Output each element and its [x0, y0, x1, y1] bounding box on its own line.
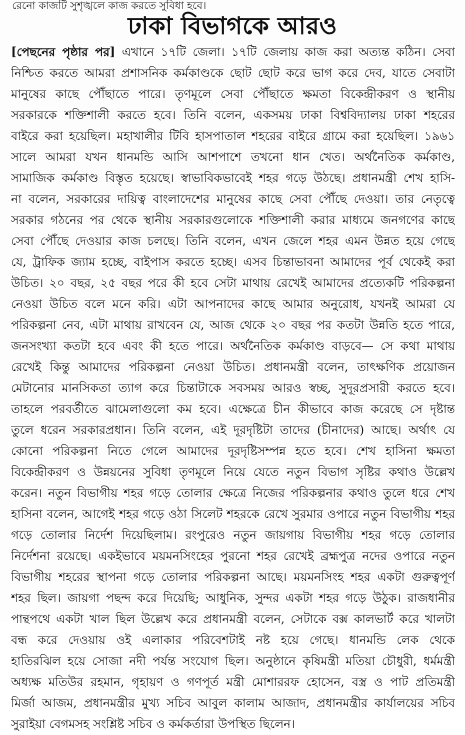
continued-from-back-page-label: [পেছনের পৃষ্ঠার পর]	[11, 45, 116, 59]
article-line-32: মির্জা আজম, প্রধানমন্ত্রীর মুখ্য সচিব আবুল কালাম আজাদ, প্রধানমন্ত্রীর কার্যালয়ের সচিব	[11, 696, 455, 710]
article-line-24: গড়ে তোলার নির্দেশ দিয়েছিলাম। রংপুরেও নতুন জায়গায় বিভাগীয় শহর গড়ে তোলার	[11, 528, 455, 542]
article-line-28: পান্থপথে একটা খাল ছিল উল্লেখ করে প্রধানমন্ত্রী বলেন, সেটাকে বক্স কালভার্ট করে খালটা	[11, 612, 455, 626]
article-line-10: সেবা পৌঁছে দেওয়ার কাজ চলছে। তিনি বলেন, এখন জেলে শহর এমন উন্নত হয়ে গেছে	[11, 234, 455, 248]
article-line-5: বাইরে করা হয়েছিল। মহাখালীর টিবি হাসপাতাল শহরের বাইরে গ্রামে করা হয়েছিল। ১৯৬১	[11, 129, 455, 143]
article-line-13: নেওয়া উচিত বলে মনে করি। এটা আপনাদের কাছে আমার অনুরোধ, যখনই আমরা যে	[11, 297, 455, 311]
article-line-33: সুরাইয়া বেগমসহ সংশ্লিষ্ট সচিব ও কর্মকর্তারা উপস্থিত ছিলেন।	[11, 717, 295, 731]
article-line-11: যে, ট্রাফিক জ্যাম হচ্ছে, বাইপাস করতে হচ্ছে। এসব চিন্তাভাবনা আমাদের পূর্ব থেকেই করা	[11, 255, 455, 269]
article-line-15: জনসংখ্যা কতটা হবে এবং কী হতে পারে। অর্থনৈতিক কর্মকাণ্ড বাড়বে— সে কথা মাথায়	[11, 339, 455, 353]
article-line-27: শহর ছিল। জায়গা পছন্দ করে দিয়েছি; আধুনিক, সুন্দর একটা শহর গড়ে উঠুক। রাজধানীর	[11, 591, 455, 605]
article-line-6: সালে আমরা যখন ধানমন্ডি আসি আশপাশে তখনো ধান খেত। অর্থনৈতিক কর্মকাণ্ড,	[11, 150, 455, 164]
article-line-17: মেটানোর মানসিকতা ত্যাগ করে চিন্তাটাকে সবসময় আরও স্বচ্ছ, সুদূরপ্রসারী করতে হবে।	[11, 381, 455, 395]
article-line-25: নির্দেশনা রয়েছে। একইভাবে ময়মনসিংহের পুরনো শহর রেখেই ব্রহ্মপুত্র নদের ওপারে নতুন	[11, 549, 455, 563]
article-line-22: করেন। নতুন বিভাগীয় শহর গড়ে তোলার ক্ষেত্রে নিজের পরিকল্পনার কথাও তুলে ধরে শেখ	[11, 486, 455, 500]
article-line-3: মানুষের কাছে পৌঁছাতে পারে। তৃণমূলে সেবা পৌঁছাতে ক্ষমতা বিকেন্দ্রীকরণ ও স্থানীয়	[11, 87, 455, 101]
article-line-8: না বলেন, সরকারের দায়িত্ব বাংলাদেশের মানুষের কাছে সেবা পৌঁছে দেওয়া। তার নেতৃত্বে	[11, 192, 455, 206]
article-line-20: কোনো পরিকল্পনা নিতে গেলে আমাদের দূরদৃষ্টিসম্পন্ন হতে হবে। শেখ হাসিনা ক্ষমতা	[11, 444, 455, 458]
article-line-16: রেখেই কিন্তু আমাদের পরিকল্পনা নেওয়া উচিত। প্রধানমন্ত্রী বলেন, তাৎক্ষণিক প্রয়োজন	[11, 360, 455, 374]
article-line-2: নিশ্চিত করতে আমরা প্রশাসনিক কর্মকাণ্ডকে ছোট ছোট করে ভাগ করে দেব, যাতে সেবাটা	[11, 66, 455, 80]
article-line-9: সরকার গঠনের পর থেকে স্থানীয় সরকারগুলোকে শক্তিশালী করার মাধ্যমে জনগণের কাছে	[11, 213, 455, 227]
headline: ঢাকা বিভাগকে আরও	[127, 12, 338, 40]
article-line-29: বন্ধ করে দেওয়ায় ওই এলাকার পরিবেশটাই নষ্ট হয়ে গেছে। ধানমন্ডি লেক থেকে	[11, 633, 455, 647]
article-line-14: পরিকল্পনা নেব, এটা মাথায় রাখবেন যে, আজ থেকে ২০ বছর পর কতটা উন্নতি হতে পারে,	[11, 318, 455, 332]
previous-article-fragment: রেনো কাজটি সুশৃঙ্খলে কাজ করতে সুবিধা হবে।	[12, 0, 207, 12]
article-line-26: বিভাগীয় শহরের স্থাপনা গড়ে তোলার পরিকল্পনা আছে। ময়মনসিংহ শহর একটা গুরুত্বপূর্ণ	[11, 570, 455, 584]
article-line-7: সামাজিক কর্মকাণ্ড বিস্তৃত হয়েছে। স্বাভাবিকভাবেই শহর গড়ে উঠছে। প্রধানমন্ত্রী শেখ হাসি-	[11, 171, 455, 185]
article-line-21: বিকেন্দ্রীকরণ ও উন্নয়নের সুবিধা তৃণমূলে নিয়ে যেতে নতুন বিভাগ সৃষ্টির কথাও উল্লেখ	[11, 465, 455, 479]
article-line-18: তাহলে পরবর্তীতে ঝামেলাগুলো কম হবে। এক্ষেত্রে চীন কীভাবে কাজ করেছে সে দৃষ্টান্ত	[11, 402, 455, 416]
article-line-23: হাসিনা বলেন, আগেই শহর গড়ে ওঠা সিলেট শহরকে রেখে সুরমার ওপারে নতুন বিভাগীয় শহর	[11, 507, 455, 521]
article-line-1	[11, 42, 455, 63]
article-body	[11, 42, 455, 735]
article-line-12: উচিত। ২০ বছর, ২৫ বছর পরে কী হবে সেটা মাথায় রেখেই আমাদের প্রত্যেকটি পরিকল্পনা	[11, 276, 455, 290]
article-line-19: তুলে ধরেন সরকারপ্রধান। তিনি বলেন, এই দূরদৃষ্টিটা তাদের (চীনাদের) আছে। অর্থাৎ যে	[11, 423, 455, 437]
article-line-1-text: এখানে ১৭টি জেলা। ১৭টি জেলায় কাজ করা অত্যন্ত কঠিন। সেবা	[115, 45, 455, 59]
article-line-30: হাতিরঝিল হয়ে সোজা নদী পর্যন্ত সংযোগ ছিল। অনুষ্ঠানে কৃষিমন্ত্রী মতিয়া চৌধুরী, ধর্মমন্ত্রী	[11, 654, 455, 668]
article-line-4: সরকারকে শক্তিশালী করতে হবে। তিনি বলেন, একসময় ঢাকা বিশ্ববিদ্যালয় ঢাকা শহরের	[11, 108, 455, 122]
article-line-31: অধ্যক্ষ মতিউর রহমান, গৃহায়ণ ও গণপূর্ত মন্ত্রী মোশাররফ হোসেন, বস্ত্র ও পাট প্রতিমন্ত্রী	[11, 675, 455, 689]
